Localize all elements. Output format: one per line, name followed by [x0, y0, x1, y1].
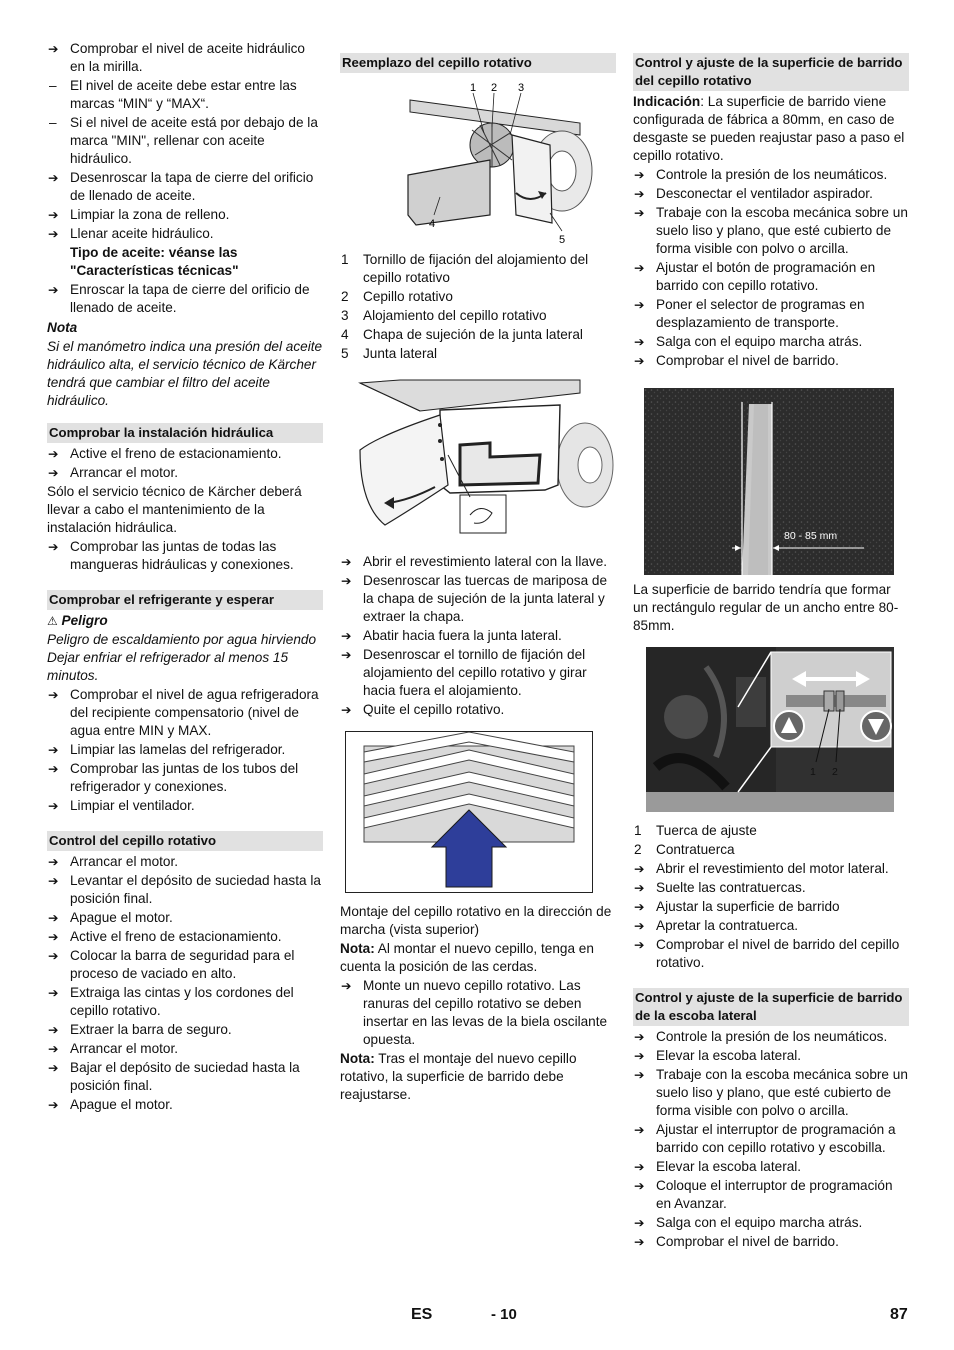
side-seal-drawing [340, 375, 616, 543]
step-item: ➔ Trabaje con la escoba mecánica sobre un suelo liso y plano, que esté cubierto de forma visible con polvo o arcilla. [633, 204, 909, 258]
warning-triangle-icon: ⚠ [47, 614, 58, 628]
legend-text: Junta lateral [363, 346, 438, 361]
indication: Indicación: La superficie de barrido viene configurada de fábrica a 80mm, en caso de desgaste se pueden reajustar paso a paso el cepillo rotativo. [633, 94, 905, 163]
section-heading-hydraulic: Comprobar la instalación hidráulica [47, 423, 323, 443]
legend-item [340, 251, 616, 287]
brush-mount-steps [340, 977, 616, 1049]
step-item: ➔ Abatir hacia fuera la junta lateral. [340, 627, 616, 645]
step-item: ➔ Arrancar el motor. [47, 464, 323, 482]
coolant-steps [47, 686, 323, 815]
step-item: ➔ Desenroscar la tapa de cierre del orificio de llenado de aceite. [47, 169, 323, 205]
step-item: ➔ Comprobar el nivel de barrido del cepillo rotativo. [633, 936, 909, 972]
nota-title: Nota [47, 320, 78, 335]
nota2: Nota: Tras el montaje del nuevo cepillo rotativo, la superficie de barrido debe reajustarse. [340, 1051, 577, 1102]
strip-width-label: 80 - 85 mm [784, 530, 838, 542]
legend-text: Contratuerca [656, 842, 735, 857]
sweep-strip-drawing [644, 388, 894, 575]
step-item: ➔ Levantar el depósito de suciedad hasta la posición final. [47, 872, 323, 908]
step-item: ➔ Colocar la barra de seguridad para el proceso de vaciado en alto. [47, 947, 323, 983]
nota1: Nota: Al montar el nuevo cepillo, tenga en cuenta la posición de las cerdas. [340, 941, 594, 974]
step-item: ➔ Salga con el equipo marcha atrás. [633, 1214, 909, 1232]
footer-page-number: 87 [890, 1306, 908, 1323]
step-item: ➔ Arrancar el motor. [47, 853, 323, 871]
legend-number: 2 [634, 842, 642, 857]
step-item: ➔ Desenroscar las tuercas de mariposa de la chapa de sujeción de la junta lateral y extraer la chapa. [340, 572, 616, 626]
step-item: ➔ Comprobar el nivel de barrido. [633, 1233, 909, 1251]
legend-text: Tuerca de ajuste [656, 823, 757, 838]
column-3 [633, 40, 909, 1252]
brush-housing-figure [340, 75, 616, 247]
step-item: ➔ Comprobar las juntas de todas las mangueras hidráulicas y conexiones. [47, 538, 323, 574]
legend-item [340, 307, 616, 325]
step-item: ➔ Controle la presión de los neumáticos. [633, 166, 909, 184]
step-item: ➔ Comprobar el nivel de aceite hidráulico en la mirilla. [47, 40, 323, 76]
footer-language: ES [411, 1306, 433, 1323]
step-item: ➔ Poner el selector de programas en desplazamiento de transporte. [633, 296, 909, 332]
nut-label-1: 1 [810, 766, 816, 778]
step-item: ➔ Ajustar el interruptor de programación a barrido con cepillo rotativo y escobilla. [633, 1121, 909, 1157]
oil-steps [47, 40, 323, 317]
section-heading-sweep-surface: Control y ajuste de la superficie de barrido del cepillo rotativo [633, 53, 909, 91]
step-item: ➔ Apague el motor. [47, 909, 323, 927]
side-seal-figure [340, 375, 616, 543]
legend-item [633, 841, 909, 859]
step-item: ➔ Coloque el interruptor de programación en Avanzar. [633, 1177, 909, 1213]
section-heading-side-broom: Control y ajuste de la superficie de barrido de la escoba lateral [633, 988, 909, 1026]
step-item: ➔ Elevar la escoba lateral. [633, 1047, 909, 1065]
nut-adjust-steps [633, 860, 909, 972]
dash-item: – Si el nivel de aceite está por debajo de la marca "MIN", rellenar con aceite hidráulico. [47, 114, 323, 168]
brush-control-steps [47, 853, 323, 1114]
step-item: ➔ Suelte las contratuercas. [633, 879, 909, 897]
fig1-label-2: 2 [491, 82, 498, 94]
step-item: ➔ Desconectar el ventilador aspirador. [633, 185, 909, 203]
legend-item [340, 288, 616, 306]
brush-housing-drawing [340, 75, 616, 247]
brush-top-view-figure [345, 731, 593, 893]
step-item: ➔ Elevar la escoba lateral. [633, 1158, 909, 1176]
fig1-label-1: 1 [470, 82, 477, 94]
step-item: ➔ Extraiga las cintas y los cordones del cepillo rotativo. [47, 984, 323, 1020]
fig1-label-5: 5 [559, 234, 566, 246]
step-item: ➔ Comprobar las juntas de los tubos del refrigerador y conexiones. [47, 760, 323, 796]
danger-label: Peligro [61, 613, 108, 628]
column-1 [47, 40, 323, 1115]
section-heading-coolant: Comprobar el refrigerante y esperar [47, 590, 323, 610]
paragraph: Sólo el servicio técnico de Kärcher deberá llevar a cabo el mantenimiento de la instalación hidráulica. [47, 484, 302, 535]
step-item: ➔ Quite el cepillo rotativo. [340, 701, 616, 719]
nut-legend [633, 822, 909, 859]
section-heading-brush-replace: Reemplazo del cepillo rotativo [340, 53, 616, 73]
hydraulic-steps [47, 445, 323, 574]
step-item: ➔ Ajustar la superficie de barrido [633, 898, 909, 916]
step-item: ➔ Comprobar el nivel de agua refrigeradora del recipiente compensatorio (nivel de agua entre MIN y MAX. [47, 686, 323, 740]
step-item: ➔ Controle la presión de los neumáticos. [633, 1028, 909, 1046]
step-item: ➔ Ajustar el botón de programación en barrido con cepillo rotativo. [633, 259, 909, 295]
step-item: ➔ Enroscar la tapa de cierre del orificio de llenado de aceite. [47, 281, 323, 317]
danger-text: Peligro de escaldamiento por agua hirviendo Dejar enfriar el refrigerador al menos 15 minutos. [47, 632, 317, 683]
side-broom-steps [633, 1028, 909, 1251]
legend-number: 3 [341, 308, 349, 323]
legend-item [340, 345, 616, 363]
step-item: ➔ Apague el motor. [47, 1096, 323, 1114]
step-item: ➔ Apretar la contratuerca. [633, 917, 909, 935]
nota-text: Si el manómetro indica una presión del aceite hidráulico alta, el servicio técnico de Kärcher tendrá que cambiar el filtro del aceite hidráulico. [47, 339, 323, 408]
step-item: ➔ Abrir el revestimiento lateral con la llave. [340, 553, 616, 571]
step-item: ➔ Limpiar el ventilador. [47, 797, 323, 815]
step-item: ➔ Limpiar las lamelas del refrigerador. [47, 741, 323, 759]
step-item: ➔ Desenroscar el tornillo de fijación del alojamiento del cepillo rotativo y girar hacia fuera el alojamiento. [340, 646, 616, 700]
nut-label-2: 2 [832, 766, 838, 778]
footer-local-page: - 10 [491, 1306, 517, 1323]
step-item: ➔ Salga con el equipo marcha atrás. [633, 333, 909, 351]
legend-item [633, 822, 909, 840]
legend-text: Chapa de sujeción de la junta lateral [363, 327, 583, 342]
column-2 [340, 40, 616, 1105]
adjustment-nut-photo [646, 647, 894, 812]
step-item: ➔ Comprobar el nivel de barrido. [633, 352, 909, 370]
step-item: ➔ Limpiar la zona de relleno. [47, 206, 323, 224]
sweep-check-steps [633, 166, 909, 370]
legend-text: Cepillo rotativo [363, 289, 453, 304]
note-line: Tipo de aceite: véanse las "Características técnicas" [70, 245, 239, 278]
legend-item [340, 326, 616, 344]
fig1-label-3: 3 [518, 82, 525, 94]
step-item: ➔ Extraer la barra de seguro. [47, 1021, 323, 1039]
legend-number: 5 [341, 346, 349, 361]
legend-number: 1 [341, 252, 349, 267]
fig1-legend [340, 251, 616, 363]
step-item: ➔ Active el freno de estacionamiento. [47, 445, 323, 463]
step-item: ➔ Llenar aceite hidráulico. [47, 225, 323, 243]
section-heading-brush-control: Control del cepillo rotativo [47, 831, 323, 851]
brush-top-view-drawing [346, 732, 592, 892]
legend-text: Tornillo de fijación del alojamiento del cepillo rotativo [363, 252, 589, 285]
legend-number: 4 [341, 327, 349, 342]
step-item: ➔ Abrir el revestimiento del motor lateral. [633, 860, 909, 878]
step-item: ➔ Arrancar el motor. [47, 1040, 323, 1058]
step-item: ➔ Active el freno de estacionamiento. [47, 928, 323, 946]
step-item: ➔ Trabaje con la escoba mecánica sobre un suelo liso y plano, que esté cubierto de forma visible con polvo o arcilla. [633, 1066, 909, 1120]
legend-text: Alojamiento del cepillo rotativo [363, 308, 547, 323]
brush-replace-steps [340, 553, 616, 719]
fig1-label-4: 4 [429, 218, 436, 230]
legend-number: 2 [341, 289, 349, 304]
strip-paragraph: La superficie de barrido tendría que formar un rectángulo regular de un ancho entre 80-85mm. [633, 582, 899, 633]
legend-number: 1 [634, 823, 642, 838]
step-item: ➔ Bajar el depósito de suciedad hasta la posición final. [47, 1059, 323, 1095]
step-item: ➔ Monte un nuevo cepillo rotativo. Las ranuras del cepillo rotativo se deben insertar en las levas de la biela oscilante opuesta. [340, 977, 616, 1049]
fig3-caption: Montaje del cepillo rotativo en la dirección de marcha (vista superior) [340, 904, 612, 937]
danger-title [47, 612, 323, 630]
dash-item: – El nivel de aceite debe estar entre las marcas “MIN“ y “MAX“. [47, 77, 323, 113]
sweep-strip-photo [644, 388, 894, 575]
adjustment-nut-drawing [646, 647, 894, 812]
